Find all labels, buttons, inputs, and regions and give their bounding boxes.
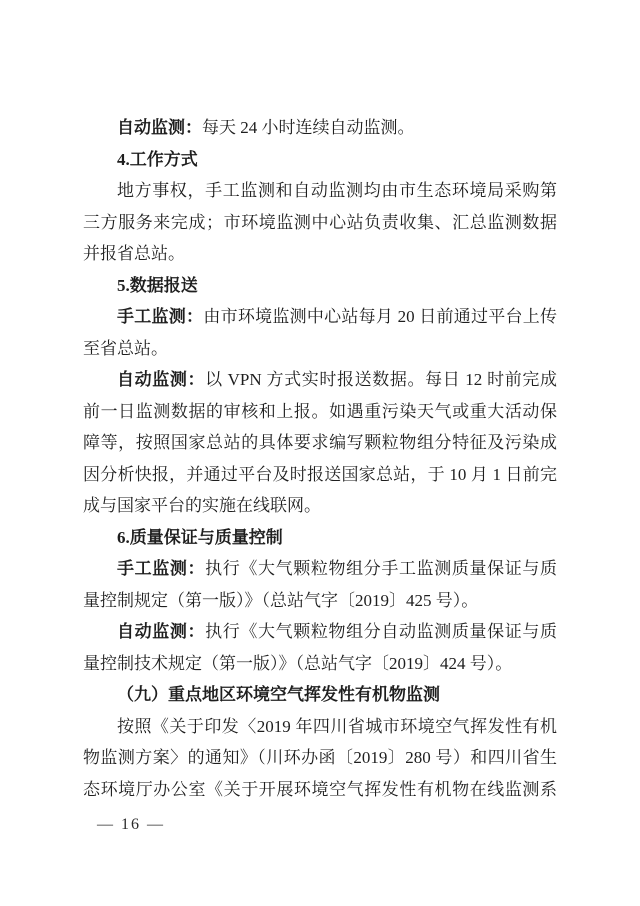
text-line: 手工监测：执行《大气颗粒物组分手工监测质量保证与质 [117,559,557,578]
text-line: 三方服务来完成；市环境监测中心站负责收集、汇总监测数据 [83,212,557,232]
bold-run-in-label: 6.质量保证与质量控制 [117,527,283,547]
text-line: 前一日监测数据的审核和上报。如遇重污染天气或重大活动保 [83,401,557,421]
text-line: 按照《关于印发〈2019 年四川省城市环境空气挥发性有机 [117,716,557,736]
document-body [83,112,557,805]
text-line: 地方事权，手工监测和自动监测均由市生态环境局采购第 [117,181,557,200]
bold-run-in-label: 自动监测： [117,370,206,389]
bold-run-in-label: 4.工作方式 [117,149,198,169]
bold-run-in-label: 自动监测： [117,118,202,137]
text-line: 态环境厅办公室《关于开展环境空气挥发性有机物在线监测系 [83,779,557,799]
text-line: 并报省总站。 [83,244,185,263]
text-line: 量控制技术规定（第一版）》（总站气字〔2019〕424 号）。 [83,653,513,673]
heading-line [83,144,557,176]
bold-run-in-label: 手工监测： [117,559,206,578]
bold-run-in-label: 5.数据报送 [117,275,198,295]
text-line: 至省总站。 [83,338,168,358]
heading-line [83,679,557,711]
heading-line [83,270,557,302]
text-line: 量控制规定（第一版）》（总站气字〔2019〕425 号）。 [83,590,479,610]
text-line: 因分析快报，并通过平台及时报送国家总站，于 10 月 1 日前完 [83,464,557,484]
text-line: 自动监测：每天 24 小时连续自动监测。 [117,118,415,137]
heading-line [83,522,557,554]
text-line: 障等，按照国家总站的具体要求编写颗粒物组分特征及污染成 [83,433,557,452]
text-line: 成与国家平台的实施在线联网。 [83,496,321,515]
text-line: 自动监测：执行《大气颗粒物组分自动监测质量保证与质 [117,622,557,641]
page-number: — 16 — [97,816,165,833]
bold-run-in-label: 手工监测： [117,307,204,326]
text-line: 自动监测：以 VPN 方式实时报送数据。每日 12 时前完成 [117,370,557,389]
bold-run-in-label: （九）重点地区环境空气挥发性有机物监测 [117,685,440,704]
text-line: 物监测方案〉的通知》（川环办函〔2019〕280 号）和四川省生 [83,748,557,767]
bold-run-in-label: 自动监测： [117,622,206,641]
text-line: 手工监测：由市环境监测中心站每月 20 日前通过平台上传 [117,307,558,326]
